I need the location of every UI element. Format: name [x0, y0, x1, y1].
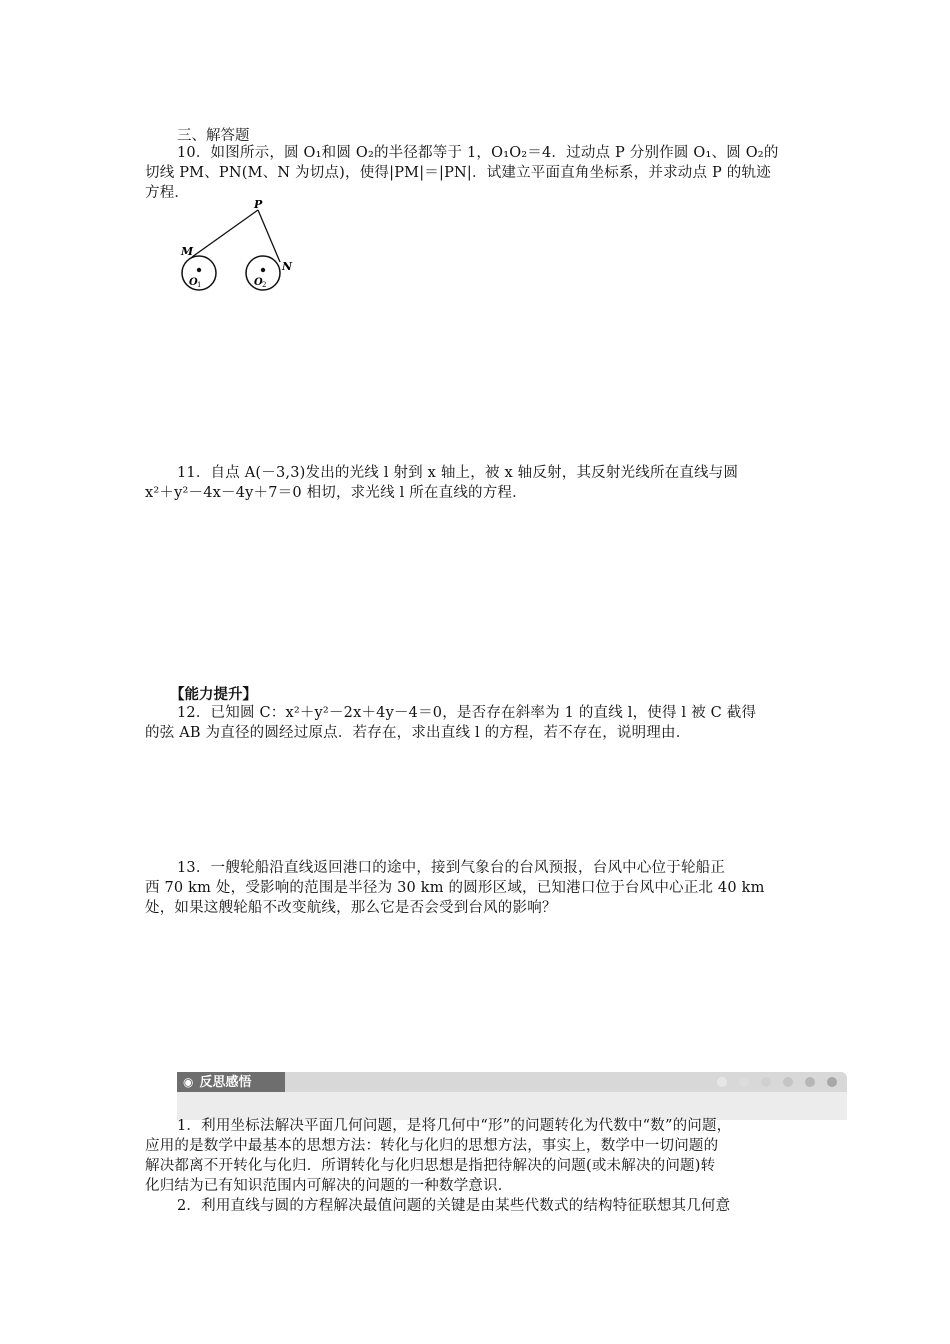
- decor-dot: [827, 1077, 837, 1087]
- q13-line-3: 处，如果这艘轮船不改变航线，那么它是否会受到台风的影响？: [145, 900, 557, 916]
- q11-line-1: 11．自点 A(－3,3)发出的光线 l 射到 x 轴上，被 x 轴反射，其反射光线所在直线与圆: [177, 465, 739, 481]
- reflection-banner: [177, 1072, 847, 1120]
- label-o1-sub: 1: [197, 281, 202, 289]
- center-o2-dot: [261, 268, 265, 272]
- center-o1-dot: [197, 268, 201, 272]
- ability-title: 【能力提升】: [170, 687, 257, 703]
- label-o2: O: [254, 277, 263, 288]
- q12-line-1: 12．已知圆 C：x²＋y²－2x＋4y－4＝0，是否存在斜率为 1 的直线 l，使得 l 被 C 截得: [177, 705, 757, 721]
- label-o2-sub: 2: [262, 281, 267, 289]
- label-m: M: [181, 245, 194, 258]
- reflection-line-5: 2．利用直线与圆的方程解决最值问题的关键是由某些代数式的结构特征联想其几何意: [177, 1198, 731, 1214]
- reflection-title: 反思感悟: [199, 1075, 252, 1090]
- decor-dot: [805, 1077, 815, 1087]
- label-o1: O: [189, 277, 198, 288]
- label-n: N: [282, 260, 293, 273]
- reflection-line-1: 1．利用坐标法解决平面几何问题，是将几何中“形”的问题转化为代数中“数”的问题，: [177, 1118, 732, 1134]
- decor-dot: [761, 1077, 771, 1087]
- q11-line-2: x²＋y²－4x－4y＋7＝0 相切，求光线 l 所在直线的方程．: [145, 485, 527, 501]
- q13-line-1: 13．一艘轮船沿直线返回港口的途中，接到气象台的台风预报，台风中心位于轮船正: [177, 860, 726, 876]
- section-title: 三、解答题: [177, 128, 250, 144]
- reflection-line-2: 应用的是数学中最基本的思想方法：转化与化归的思想方法，事实上，数学中一切问题的: [145, 1138, 719, 1154]
- q10-line-2: 切线 PM、PN(M、N 为切点)，使得|PM|＝|PN|．试建立平面直角坐标系，并求动点 P 的轨迹: [145, 165, 771, 181]
- label-p: P: [254, 198, 263, 211]
- circle-bullet-icon: ◉: [183, 1075, 194, 1089]
- q12-line-2: 的弦 AB 为直径的圆经过原点．若存在，求出直线 l 的方程，若不存在，说明理由．: [145, 725, 691, 741]
- decor-dot: [717, 1077, 727, 1087]
- reflection-label: [177, 1072, 285, 1092]
- q10-line-1: 10．如图所示，圆 O₁和圆 O₂的半径都等于 1，O₁O₂＝4．过动点 P 分别作圆 O₁、圆 O₂的: [177, 145, 779, 161]
- tangent-circles-figure: [170, 195, 310, 295]
- q10-line-3: 方程．: [145, 185, 190, 201]
- tangent-line-pm: [192, 210, 258, 257]
- reflection-line-3: 解决都离不开转化与化归．所谓转化与化归思想是指把待解决的问题(或未解决的问题)转: [145, 1158, 716, 1174]
- decor-dot: [739, 1077, 749, 1087]
- decor-dot: [783, 1077, 793, 1087]
- q13-line-2: 西 70 km 处，受影响的范围是半径为 30 km 的圆形区域，已知港口位于台风中心正北 40 km: [145, 880, 765, 896]
- reflection-line-4: 化归结为已有知识范围内可解决的问题的一种数学意识．: [145, 1178, 513, 1194]
- tangent-line-pn: [258, 210, 280, 262]
